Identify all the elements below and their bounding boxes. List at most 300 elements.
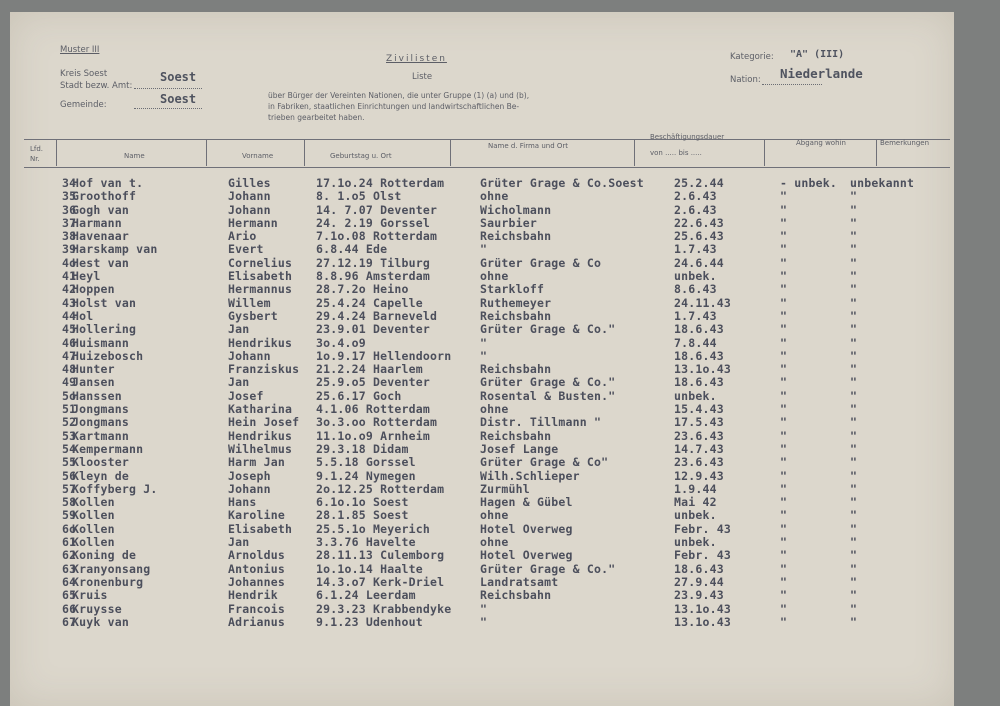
row-name: Kruis bbox=[72, 588, 108, 603]
row-vorname: Joseph bbox=[228, 468, 271, 483]
table-row bbox=[10, 322, 954, 335]
col-divider bbox=[56, 140, 57, 166]
col-divider bbox=[634, 140, 635, 166]
row-duration: 14.7.43 bbox=[674, 441, 724, 456]
document-title: Zivilisten bbox=[386, 54, 447, 64]
row-departure: " bbox=[780, 375, 788, 390]
col-divider bbox=[764, 140, 765, 166]
row-name: Koffyberg J. bbox=[72, 481, 158, 496]
row-vorname: Ario bbox=[228, 229, 257, 244]
row-vorname: Hendrik bbox=[228, 588, 278, 603]
row-duration: 1.9.44 bbox=[674, 481, 717, 496]
row-number: 65 bbox=[62, 588, 77, 603]
row-duration: unbek. bbox=[674, 269, 717, 284]
row-birth: 25.5.1o Meyerich bbox=[316, 521, 430, 536]
table-row bbox=[10, 575, 954, 588]
row-vorname: Wilhelmus bbox=[228, 441, 293, 456]
col-divider bbox=[304, 140, 305, 166]
row-number: 64 bbox=[62, 574, 77, 589]
row-birth: 8. 1.o5 Olst bbox=[316, 189, 402, 204]
row-number: 35 bbox=[62, 189, 77, 204]
row-remarks: " bbox=[850, 455, 858, 470]
col-header-bemerkungen: Bemerkungen bbox=[880, 139, 930, 147]
row-vorname: Evert bbox=[228, 242, 264, 257]
row-birth: 9.1.24 Nymegen bbox=[316, 468, 416, 483]
row-company: Grüter Grage & Co bbox=[480, 255, 602, 270]
row-departure: " bbox=[780, 335, 788, 350]
nation-dotted-line bbox=[762, 84, 822, 85]
row-number: 36 bbox=[62, 202, 77, 217]
row-duration: 24.11.43 bbox=[674, 295, 731, 310]
col-header-abgang: Abgang wohin bbox=[796, 139, 846, 147]
row-number: 41 bbox=[62, 269, 77, 284]
row-number: 54 bbox=[62, 441, 77, 456]
table-row bbox=[10, 508, 954, 521]
row-name: Kollen bbox=[72, 495, 115, 510]
row-birth: 25.9.o5 Deventer bbox=[316, 375, 430, 390]
col-divider bbox=[206, 140, 207, 166]
row-vorname: Elisabeth bbox=[228, 269, 293, 284]
row-company: Distr. Tillmann " bbox=[480, 415, 602, 430]
row-name: Hunter bbox=[72, 362, 115, 377]
row-birth: 6.1o.1o Soest bbox=[316, 495, 409, 510]
row-duration: 25.2.44 bbox=[674, 176, 724, 190]
row-number: 58 bbox=[62, 495, 77, 510]
row-company: Josef Lange bbox=[480, 441, 559, 456]
row-company: " bbox=[480, 335, 488, 350]
table-row bbox=[10, 362, 954, 375]
table-row bbox=[10, 256, 954, 269]
row-name: Kempermann bbox=[72, 441, 144, 456]
row-company: ohne bbox=[480, 189, 509, 204]
row-remarks: " bbox=[850, 535, 858, 550]
row-company: Reichsbahn bbox=[480, 362, 552, 377]
row-birth: 3o.3.oo Rotterdam bbox=[316, 415, 438, 430]
row-birth: 11.1o.o9 Arnheim bbox=[316, 428, 430, 443]
row-birth: 8.8.96 Amsterdam bbox=[316, 269, 430, 284]
row-vorname: Johann bbox=[228, 189, 271, 204]
row-company: " bbox=[480, 242, 488, 257]
table-row bbox=[10, 522, 954, 535]
col-header-firma: Name d. Firma und Ort bbox=[488, 142, 568, 150]
row-number: 67 bbox=[62, 614, 77, 629]
row-birth: 29.3.23 Krabbendyke bbox=[316, 601, 452, 616]
row-vorname: Katharina bbox=[228, 402, 293, 417]
row-duration: 1.7.43 bbox=[674, 308, 717, 323]
row-company: ohne bbox=[480, 269, 509, 284]
row-vorname: Franziskus bbox=[228, 362, 300, 377]
row-number: 42 bbox=[62, 282, 77, 297]
row-number: 46 bbox=[62, 335, 77, 350]
row-vorname: Adrianus bbox=[228, 614, 285, 629]
row-company: Grüter Grage & Co." bbox=[480, 375, 616, 390]
row-remarks: " bbox=[850, 415, 858, 430]
row-vorname: Hein Josef bbox=[228, 415, 300, 430]
row-vorname: Hermannus bbox=[228, 282, 293, 297]
row-company: Reichsbahn bbox=[480, 428, 552, 443]
table-row bbox=[10, 282, 954, 295]
row-remarks: " bbox=[850, 335, 858, 350]
row-birth: 23.9.01 Deventer bbox=[316, 322, 430, 337]
row-departure: " bbox=[780, 455, 788, 470]
row-company: Landratsamt bbox=[480, 574, 559, 589]
row-number: 38 bbox=[62, 229, 77, 244]
row-remarks: " bbox=[850, 202, 858, 217]
row-remarks: " bbox=[850, 561, 858, 576]
row-name: Gogh van bbox=[72, 202, 129, 217]
row-name: Kollen bbox=[72, 521, 115, 536]
row-name: Kronenburg bbox=[72, 574, 144, 589]
row-name: Kuyk van bbox=[72, 614, 129, 629]
row-name: Koning de bbox=[72, 548, 137, 563]
nation-value: Niederlande bbox=[780, 66, 863, 81]
col-header-name: Name bbox=[124, 152, 145, 160]
row-duration: 22.6.43 bbox=[674, 215, 724, 230]
row-departure: " bbox=[780, 428, 788, 443]
row-number: 53 bbox=[62, 428, 77, 443]
row-name: Harskamp van bbox=[72, 242, 158, 257]
table-row bbox=[10, 562, 954, 575]
row-name: Kollen bbox=[72, 535, 115, 550]
document-subtitle: Liste bbox=[412, 72, 433, 82]
row-remarks: " bbox=[850, 269, 858, 284]
row-name: Hof van t. bbox=[72, 176, 144, 190]
row-duration: 1.7.43 bbox=[674, 242, 717, 257]
row-name: Kruysse bbox=[72, 601, 122, 616]
row-birth: 25.4.24 Capelle bbox=[316, 295, 423, 310]
row-name: Kartmann bbox=[72, 428, 129, 443]
row-company: Hagen & Gübel bbox=[480, 495, 573, 510]
row-birth: 25.6.17 Goch bbox=[316, 388, 402, 403]
row-remarks: " bbox=[850, 495, 858, 510]
row-vorname: Willem bbox=[228, 295, 271, 310]
row-birth: 29.4.24 Barneveld bbox=[316, 308, 438, 323]
table-row bbox=[10, 402, 954, 415]
row-number: 48 bbox=[62, 362, 77, 377]
row-departure: " bbox=[780, 441, 788, 456]
row-duration: 27.9.44 bbox=[674, 574, 724, 589]
gemeinde-value: Soest bbox=[160, 92, 197, 106]
row-departure: " bbox=[780, 508, 788, 523]
row-departure: " bbox=[780, 255, 788, 270]
row-vorname: Harm Jan bbox=[228, 455, 285, 470]
row-departure: " bbox=[780, 561, 788, 576]
col-header-dauer-sub: von ..... bis ..... bbox=[650, 149, 702, 157]
row-duration: 13.1o.43 bbox=[674, 614, 731, 629]
stadt-dotted-line bbox=[134, 88, 202, 89]
row-duration: 25.6.43 bbox=[674, 229, 724, 244]
kreis-label: Kreis Soest bbox=[60, 69, 108, 79]
row-company: Grüter Grage & Co" bbox=[480, 455, 609, 470]
row-name: Kollen bbox=[72, 508, 115, 523]
row-duration: 23.6.43 bbox=[674, 428, 724, 443]
row-vorname: Cornelius bbox=[228, 255, 293, 270]
row-name: Groothoff bbox=[72, 189, 137, 204]
col-divider bbox=[450, 140, 451, 166]
row-duration: Febr. 43 bbox=[674, 521, 731, 536]
row-remarks: " bbox=[850, 402, 858, 417]
row-duration: 15.4.43 bbox=[674, 402, 724, 417]
row-remarks: " bbox=[850, 548, 858, 563]
nation-label: Nation: bbox=[730, 75, 761, 85]
row-company: Grüter Grage & Co.Soest bbox=[480, 176, 644, 190]
row-remarks: " bbox=[850, 282, 858, 297]
table-body bbox=[10, 176, 954, 628]
kategorie-label: Kategorie: bbox=[730, 52, 774, 62]
row-duration: 18.6.43 bbox=[674, 348, 724, 363]
row-number: 61 bbox=[62, 535, 77, 550]
row-birth: 9.1.23 Udenhout bbox=[316, 614, 423, 629]
row-departure: " bbox=[780, 322, 788, 337]
row-departure: " bbox=[780, 308, 788, 323]
row-duration: Mai 42 bbox=[674, 495, 717, 510]
row-number: 44 bbox=[62, 308, 77, 323]
table-row bbox=[10, 495, 954, 508]
table-row bbox=[10, 309, 954, 322]
row-remarks: " bbox=[850, 295, 858, 310]
row-remarks: " bbox=[850, 614, 858, 629]
row-duration: 23.6.43 bbox=[674, 455, 724, 470]
form-number: Muster III bbox=[60, 45, 100, 55]
row-name: Havenaar bbox=[72, 229, 129, 244]
table-row bbox=[10, 442, 954, 455]
table-row bbox=[10, 242, 954, 255]
row-birth: 28.7.2o Heino bbox=[316, 282, 409, 297]
table-row bbox=[10, 203, 954, 216]
row-birth: 27.12.19 Tilburg bbox=[316, 255, 430, 270]
row-birth: 28.1.85 Soest bbox=[316, 508, 409, 523]
row-departure: " bbox=[780, 295, 788, 310]
table-row bbox=[10, 296, 954, 309]
row-company: Wicholmann bbox=[480, 202, 552, 217]
table-row bbox=[10, 176, 954, 189]
row-number: 39 bbox=[62, 242, 77, 257]
row-company: ohne bbox=[480, 535, 509, 550]
row-remarks: " bbox=[850, 521, 858, 536]
row-remarks: " bbox=[850, 481, 858, 496]
row-departure: " bbox=[780, 388, 788, 403]
row-duration: 18.6.43 bbox=[674, 322, 724, 337]
row-birth: 21.2.24 Haarlem bbox=[316, 362, 423, 377]
col-header-nr: Lfd. Nr. bbox=[30, 145, 44, 163]
row-remarks: " bbox=[850, 255, 858, 270]
row-duration: Febr. 43 bbox=[674, 548, 731, 563]
row-name: Holst van bbox=[72, 295, 137, 310]
row-birth: 1o.9.17 Hellendoorn bbox=[316, 348, 452, 363]
row-birth: 14. 7.07 Deventer bbox=[316, 202, 438, 217]
row-company: Reichsbahn bbox=[480, 588, 552, 603]
row-birth: 29.3.18 Didam bbox=[316, 441, 409, 456]
row-departure: " bbox=[780, 269, 788, 284]
kategorie-value: "A" (III) bbox=[790, 49, 845, 60]
row-vorname: Johann bbox=[228, 348, 271, 363]
row-departure: " bbox=[780, 535, 788, 550]
row-company: Reichsbahn bbox=[480, 308, 552, 323]
row-departure: " bbox=[780, 215, 788, 230]
row-departure: - unbek. bbox=[780, 176, 837, 190]
row-birth: 6.1.24 Leerdam bbox=[316, 588, 416, 603]
row-birth: 24. 2.19 Gorssel bbox=[316, 215, 430, 230]
table-header-rule bbox=[24, 167, 950, 168]
row-company: Hotel Overweg bbox=[480, 521, 573, 536]
table-row bbox=[10, 482, 954, 495]
row-departure: " bbox=[780, 574, 788, 589]
row-vorname: Hendrikus bbox=[228, 335, 293, 350]
row-company: ohne bbox=[480, 508, 509, 523]
row-number: 47 bbox=[62, 348, 77, 363]
row-departure: " bbox=[780, 468, 788, 483]
table-row bbox=[10, 548, 954, 561]
gemeinde-label: Gemeinde: bbox=[60, 100, 107, 110]
row-name: Kranyonsang bbox=[72, 561, 151, 576]
row-name: Jongmans bbox=[72, 415, 129, 430]
row-departure: " bbox=[780, 588, 788, 603]
row-remarks: " bbox=[850, 322, 858, 337]
row-company: Wilh.Schlieper bbox=[480, 468, 580, 483]
row-number: 66 bbox=[62, 601, 77, 616]
row-duration: unbek. bbox=[674, 388, 717, 403]
row-vorname: Elisabeth bbox=[228, 521, 293, 536]
row-remarks: " bbox=[850, 189, 858, 204]
row-birth: 6.8.44 Ede bbox=[316, 242, 388, 257]
row-company: Starkloff bbox=[480, 282, 545, 297]
row-departure: " bbox=[780, 402, 788, 417]
table-row bbox=[10, 429, 954, 442]
row-name: Jongmans bbox=[72, 402, 129, 417]
row-departure: " bbox=[780, 202, 788, 217]
row-vorname: Gilles bbox=[228, 176, 271, 190]
table-row bbox=[10, 216, 954, 229]
row-departure: " bbox=[780, 348, 788, 363]
row-birth: 7.1o.08 Rotterdam bbox=[316, 229, 438, 244]
row-remarks: " bbox=[850, 229, 858, 244]
stadt-value: Soest bbox=[160, 70, 197, 84]
row-birth: 14.3.o7 Kerk-Driel bbox=[316, 574, 445, 589]
row-duration: 13.1o.43 bbox=[674, 362, 731, 377]
row-company: Reichsbahn bbox=[480, 229, 552, 244]
row-number: 52 bbox=[62, 415, 77, 430]
row-vorname: Hans bbox=[228, 495, 257, 510]
row-birth: 3.3.76 Havelte bbox=[316, 535, 416, 550]
table-row bbox=[10, 588, 954, 601]
row-vorname: Johannes bbox=[228, 574, 285, 589]
row-name: Hanssen bbox=[72, 388, 122, 403]
row-name: Hest van bbox=[72, 255, 129, 270]
row-departure: " bbox=[780, 229, 788, 244]
stadt-label: Stadt bezw. Amt: bbox=[60, 81, 133, 91]
row-remarks: " bbox=[850, 388, 858, 403]
row-number: 57 bbox=[62, 481, 77, 496]
row-vorname: Hendrikus bbox=[228, 428, 293, 443]
row-birth: 4.1.06 Rotterdam bbox=[316, 402, 430, 417]
row-number: 34 bbox=[62, 176, 77, 190]
table-row bbox=[10, 389, 954, 402]
row-remarks: " bbox=[850, 588, 858, 603]
table-row bbox=[10, 469, 954, 482]
row-departure: " bbox=[780, 548, 788, 563]
row-company: Hotel Overweg bbox=[480, 548, 573, 563]
row-birth: 2o.12.25 Rotterdam bbox=[316, 481, 445, 496]
row-vorname: Jan bbox=[228, 375, 250, 390]
row-remarks: " bbox=[850, 308, 858, 323]
row-number: 55 bbox=[62, 455, 77, 470]
row-birth: 3o.4.o9 bbox=[316, 335, 366, 350]
row-remarks: " bbox=[850, 601, 858, 616]
row-name: Huismann bbox=[72, 335, 129, 350]
row-vorname: Arnoldus bbox=[228, 548, 285, 563]
row-remarks: " bbox=[850, 215, 858, 230]
document-sheet bbox=[10, 12, 954, 706]
col-divider bbox=[876, 140, 877, 166]
table-row bbox=[10, 336, 954, 349]
row-vorname: Johann bbox=[228, 481, 271, 496]
row-departure: " bbox=[780, 495, 788, 510]
row-remarks: " bbox=[850, 441, 858, 456]
row-remarks: " bbox=[850, 508, 858, 523]
row-company: Grüter Grage & Co." bbox=[480, 322, 616, 337]
table-row bbox=[10, 415, 954, 428]
row-name: Heyl bbox=[72, 269, 101, 284]
row-company: Zurmühl bbox=[480, 481, 530, 496]
row-number: 37 bbox=[62, 215, 77, 230]
row-company: " bbox=[480, 614, 488, 629]
row-duration: 8.6.43 bbox=[674, 282, 717, 297]
row-departure: " bbox=[780, 521, 788, 536]
row-company: Ruthemeyer bbox=[480, 295, 552, 310]
row-vorname: Jan bbox=[228, 322, 250, 337]
row-name: Hol bbox=[72, 308, 94, 323]
row-duration: 7.8.44 bbox=[674, 335, 717, 350]
row-remarks: " bbox=[850, 428, 858, 443]
table-row bbox=[10, 535, 954, 548]
table-row bbox=[10, 455, 954, 468]
row-duration: 24.6.44 bbox=[674, 255, 724, 270]
row-name: Jansen bbox=[72, 375, 115, 390]
row-birth: 1o.1o.14 Haalte bbox=[316, 561, 423, 576]
row-number: 62 bbox=[62, 548, 77, 563]
table-row bbox=[10, 269, 954, 282]
row-remarks: unbekannt bbox=[850, 176, 915, 190]
row-departure: " bbox=[780, 614, 788, 629]
table-row bbox=[10, 615, 954, 628]
row-departure: " bbox=[780, 415, 788, 430]
table-row bbox=[10, 349, 954, 362]
row-name: Hoppen bbox=[72, 282, 115, 297]
note-line-1: über Bürger der Vereinten Nationen, die unter Gruppe (1) (a) und (b), bbox=[268, 91, 530, 100]
row-vorname: Josef bbox=[228, 388, 264, 403]
row-departure: " bbox=[780, 481, 788, 496]
row-number: 59 bbox=[62, 508, 77, 523]
row-number: 43 bbox=[62, 295, 77, 310]
row-company: Saurbier bbox=[480, 215, 537, 230]
row-vorname: Hermann bbox=[228, 215, 278, 230]
row-name: Klooster bbox=[72, 455, 129, 470]
note-line-2: in Fabriken, staatlichen Einrichtungen und landwirtschaftlichen Be- bbox=[268, 102, 520, 111]
table-row bbox=[10, 375, 954, 388]
row-number: 5o bbox=[62, 388, 77, 403]
table-row bbox=[10, 189, 954, 202]
row-vorname: Karoline bbox=[228, 508, 285, 523]
row-remarks: " bbox=[850, 242, 858, 257]
col-header-dauer: Beschäftigungsdauer bbox=[650, 133, 725, 141]
row-birth: 5.5.18 Gorssel bbox=[316, 455, 416, 470]
row-number: 45 bbox=[62, 322, 77, 337]
row-departure: " bbox=[780, 601, 788, 616]
row-birth: 17.1o.24 Rotterdam bbox=[316, 176, 445, 190]
row-departure: " bbox=[780, 189, 788, 204]
col-header-geburt: Geburtstag u. Ort bbox=[330, 152, 392, 160]
row-duration: 18.6.43 bbox=[674, 375, 724, 390]
